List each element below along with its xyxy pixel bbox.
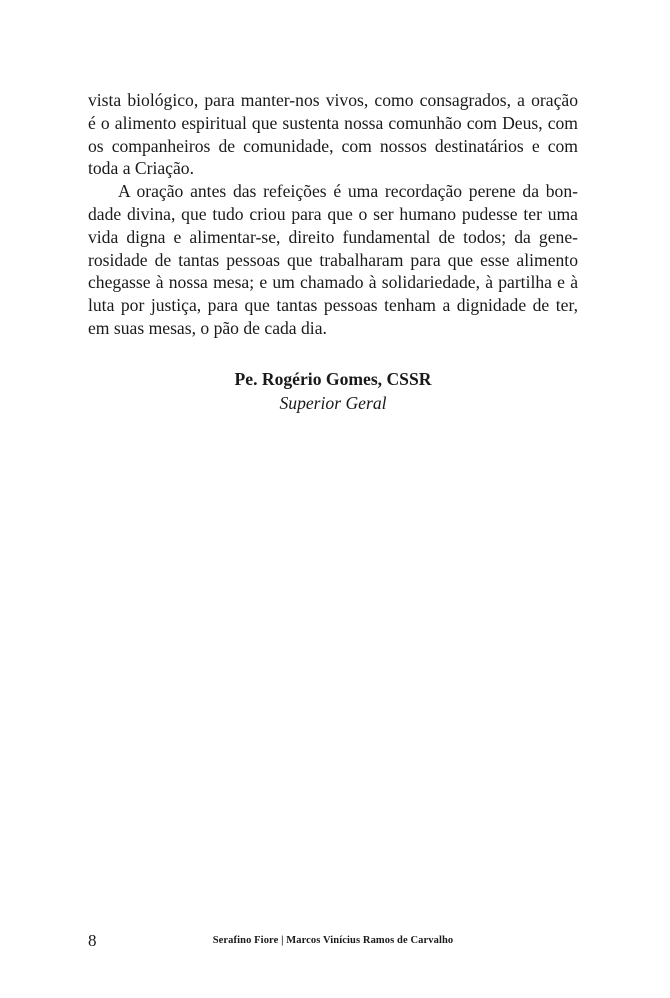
page-footer <box>88 930 578 952</box>
text-line: toda a Criação. <box>88 158 195 179</box>
body-text <box>88 89 578 340</box>
text-line: vista biológico, para manter-nos vivos, como consagrados, a oração <box>88 90 578 110</box>
text-line: chegasse à nossa mesa; e um chamado à solidariedade, à partilha e à <box>88 272 578 293</box>
running-footer-authors: Serafino Fiore | Marcos Vinícius Ramos de Carvalho <box>212 935 454 946</box>
text-line: os companheiros de comunidade, com nossos destinatários e com <box>88 135 578 156</box>
text-line: luta por justiça, para que tantas pessoas tenham a dignidade de ter, <box>88 295 578 316</box>
signature-name: Pe. Rogério Gomes, CSSR <box>234 369 432 389</box>
text-line: vida digna e alimentar-se, direito fundamental de todos; da gene- <box>88 226 578 247</box>
text-line: A oração antes das refeições é uma recordação perene da bon- <box>118 181 578 202</box>
signature-title: Superior Geral <box>279 393 387 413</box>
page-number: 8 <box>88 931 97 950</box>
text-line: em suas mesas, o pão de cada dia. <box>88 317 327 338</box>
paragraph-2 <box>88 180 578 340</box>
text-line: dade divina, que tudo criou para que o ser humano pudesse ter uma <box>88 203 578 224</box>
paragraph-1 <box>88 89 578 180</box>
text-line: rosidade de tantas pessoas que trabalharam para que esse alimento <box>88 249 578 270</box>
text-line: é o alimento espiritual que sustenta nossa comunhão com Deus, com <box>88 112 578 133</box>
